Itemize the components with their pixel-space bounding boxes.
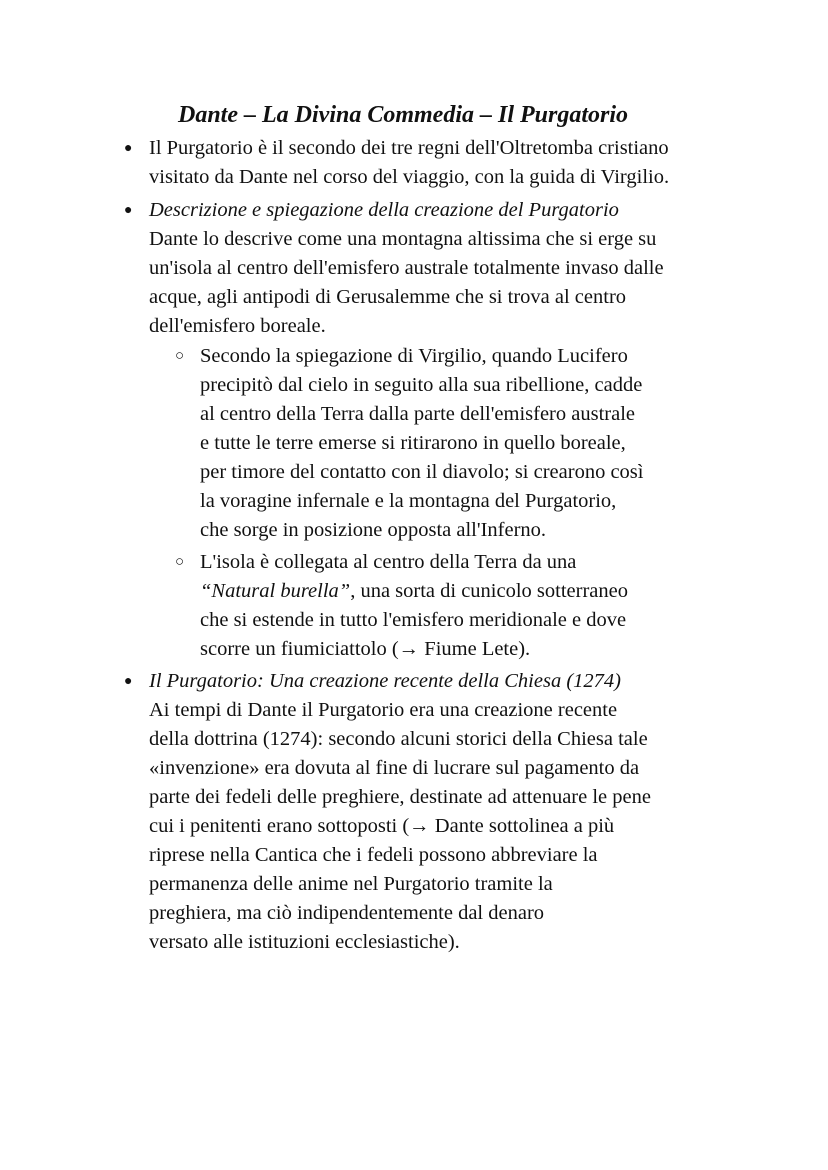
bullet-marker: ● xyxy=(124,674,133,689)
text-line: che si estende in tutto l'emisfero meridionale e dove xyxy=(200,609,627,631)
text-line: della dottrina (1274): secondo alcuni storici della Chiesa tale xyxy=(149,728,648,750)
bullet-marker: ● xyxy=(124,203,133,218)
text-line: per timore del contatto con il diavolo; si crearono così xyxy=(200,461,644,483)
text-line: al centro della Terra dalla parte dell'emisfero australe xyxy=(200,403,636,425)
text-line: riprese nella Cantica che i fedeli possono abbreviare la xyxy=(149,844,598,866)
text-line: preghiera, ma ciò indipendentemente dal denaro xyxy=(149,902,545,924)
text-fragment: una sorta di cunicolo sotterraneo xyxy=(360,580,628,602)
sub-bullet-marker: ○ xyxy=(175,554,185,570)
text-line: scorre un fiumiciattolo (→ Fiume Lete). xyxy=(200,638,531,660)
bullet-marker: ● xyxy=(124,141,133,156)
text-line: e tutte le terre emerse si ritirarono in quello boreale, xyxy=(200,432,626,454)
text-line: un'isola al centro dell'emisfero australe totalmente invaso dalle xyxy=(149,257,664,279)
section-heading: Il Purgatorio: Una creazione recente della Chiesa (1274) xyxy=(149,670,621,692)
text-line: che sorge in posizione opposta all'Inferno. xyxy=(200,519,547,541)
text-line: versato alle istituzioni ecclesiastiche). xyxy=(149,931,460,953)
text-line: dell'emisfero boreale. xyxy=(149,315,326,337)
text-line: Il Purgatorio è il secondo dei tre regni dell'Oltretomba cristiano xyxy=(149,137,669,159)
text-line: Ai tempi di Dante il Purgatorio era una creazione recente xyxy=(149,699,618,721)
text-line: Secondo la spiegazione di Virgilio, quando Lucifero xyxy=(200,345,628,367)
text-line: Dante lo descrive come una montagna altissima che si erge su xyxy=(149,228,657,250)
text-line: acque, agli antipodi di Gerusalemme che si trova al centro xyxy=(149,286,627,308)
text-line: la voragine infernale e la montagna del Purgatorio, xyxy=(200,490,617,512)
text-line: visitato da Dante nel corso del viaggio, con la guida di Virgilio. xyxy=(149,166,670,188)
text-line: parte dei fedeli delle preghiere, destinate ad attenuare le pene xyxy=(149,786,651,808)
quote-natural-burella: “Natural burella” xyxy=(200,580,351,602)
text-line-with-quote xyxy=(200,577,628,606)
text-line: «invenzione» era dovuta al fine di lucrare sul pagamento da xyxy=(149,757,640,779)
quote-separator: , xyxy=(350,580,361,602)
text-line: permanenza delle anime nel Purgatorio tramite la xyxy=(149,873,553,895)
text-line: L'isola è collegata al centro della Terra da una xyxy=(200,551,577,573)
text-line: precipitò dal cielo in seguito alla sua ribellione, cadde xyxy=(200,374,643,396)
document-title: Dante – La Divina Commedia – Il Purgatorio xyxy=(178,102,629,128)
section-heading: Descrizione e spiegazione della creazione del Purgatorio xyxy=(149,199,619,221)
text-line: cui i penitenti erano sottoposti (→ Dante sottolinea a più xyxy=(149,815,615,837)
sub-bullet-marker: ○ xyxy=(175,348,185,364)
